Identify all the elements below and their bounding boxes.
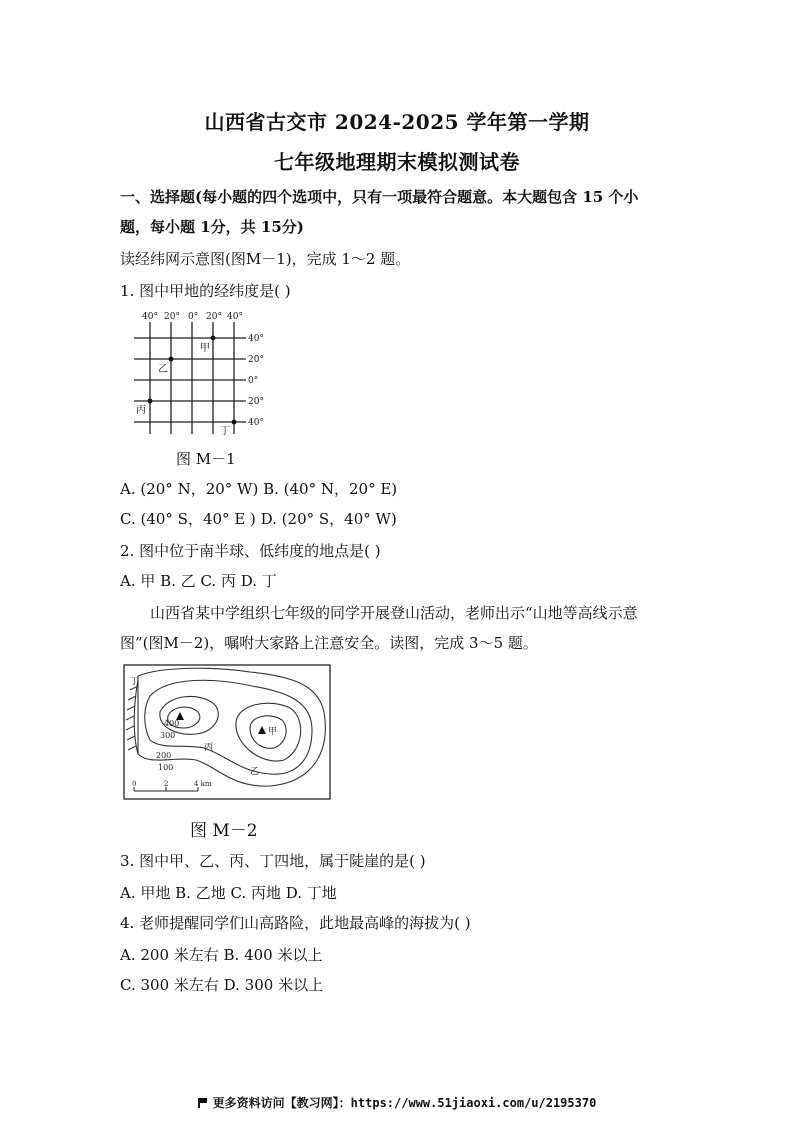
section-heading-line1: 一、选择题(每小题的四个选项中，只有一项最符合题意。本大题包含 15 个小: [120, 188, 639, 206]
question-1-options-line1: A. (20° N，20° W) B. (40° N，20° E): [120, 480, 398, 498]
scale-label-2: 2: [164, 780, 169, 788]
scale-label-0: 0: [132, 780, 137, 788]
fig1-top-label: 0°: [188, 312, 199, 322]
contour-place-yi: 乙: [250, 767, 260, 777]
contour-place-ding: 丁: [130, 677, 140, 687]
question-1-stem: 1. 图中甲地的经纬度是( ): [120, 282, 291, 300]
fig1-top-label: 20°: [164, 312, 180, 322]
question-4-stem: 4. 老师提醒同学们山高路险，此地最高峰的海拔为( ): [120, 914, 471, 932]
figure-1-caption: 图 M－1: [176, 450, 236, 468]
fig1-point-yi: 乙: [158, 364, 168, 375]
intro-3-5-line2: 图”(图M－2)，嘱咐大家路上注意安全。读图，完成 3～5 题。: [120, 634, 538, 652]
contour-map-figure: [120, 662, 334, 802]
question-2-stem: 2. 图中位于南半球、低纬度的地点是( ): [120, 542, 381, 560]
contour-label-300: 300: [160, 731, 176, 740]
question-3-options: A. 甲地 B. 乙地 C. 丙地 D. 丁地: [120, 884, 337, 902]
fig1-right-label: 40°: [248, 418, 264, 428]
question-2-options: A. 甲 B. 乙 C. 丙 D. 丁: [120, 572, 277, 590]
contour-label-200: 200: [156, 751, 172, 760]
question-4-options-line1: A. 200 米左右 B. 400 米以上: [120, 946, 323, 964]
intro-3-5-line1: 山西省某中学组织七年级的同学开展登山活动，老师出示“山地等高线示意: [150, 604, 638, 622]
contour-place-bing: 丙: [204, 743, 214, 753]
fig1-top-label: 40°: [227, 312, 243, 322]
footer-text: 更多资料访问【教习网】：https://www.51jiaoxi.com/u/2195370: [212, 1096, 597, 1110]
footer-link[interactable]: [0, 1094, 794, 1111]
fig1-point-ding: 丁: [220, 426, 230, 437]
exam-title-line1: 山西省古交市 2024-2025 学年第一学期: [204, 110, 590, 134]
scale-label-4km: 4 km: [194, 780, 212, 788]
fig1-point-jia: 甲: [200, 343, 210, 354]
question-4-options-line2: C. 300 米左右 D. 300 米以上: [120, 976, 324, 994]
fig1-top-label: 20°: [206, 312, 222, 322]
figure-2-caption: 图 M－2: [190, 821, 258, 841]
contour-label-400: 400: [164, 719, 180, 728]
fig1-right-label: 20°: [248, 355, 264, 365]
fig1-top-label: 40°: [142, 312, 158, 322]
exam-title-line2: 七年级地理期末模拟测试卷: [274, 150, 520, 174]
flag-icon: [198, 1098, 209, 1108]
question-3-stem: 3. 图中甲、乙、丙、丁四地，属于陡崖的是( ): [120, 852, 426, 870]
fig1-right-label: 40°: [248, 334, 264, 344]
question-1-options-line2: C. (40° S，40° E ) D. (20° S，40° W): [120, 510, 397, 528]
section-heading-line2: 题，每小题 1分，共 15分): [120, 218, 304, 236]
fig1-point-bing: 丙: [136, 405, 146, 416]
contour-label-100: 100: [158, 763, 174, 772]
fig1-right-label: 20°: [248, 397, 264, 407]
contour-place-jia: 甲: [268, 727, 278, 737]
intro-1-2: 读经纬网示意图(图M－1)，完成 1～2 题。: [120, 250, 411, 268]
lat-long-grid-figure: [128, 308, 278, 438]
fig1-right-label: 0°: [248, 376, 259, 386]
